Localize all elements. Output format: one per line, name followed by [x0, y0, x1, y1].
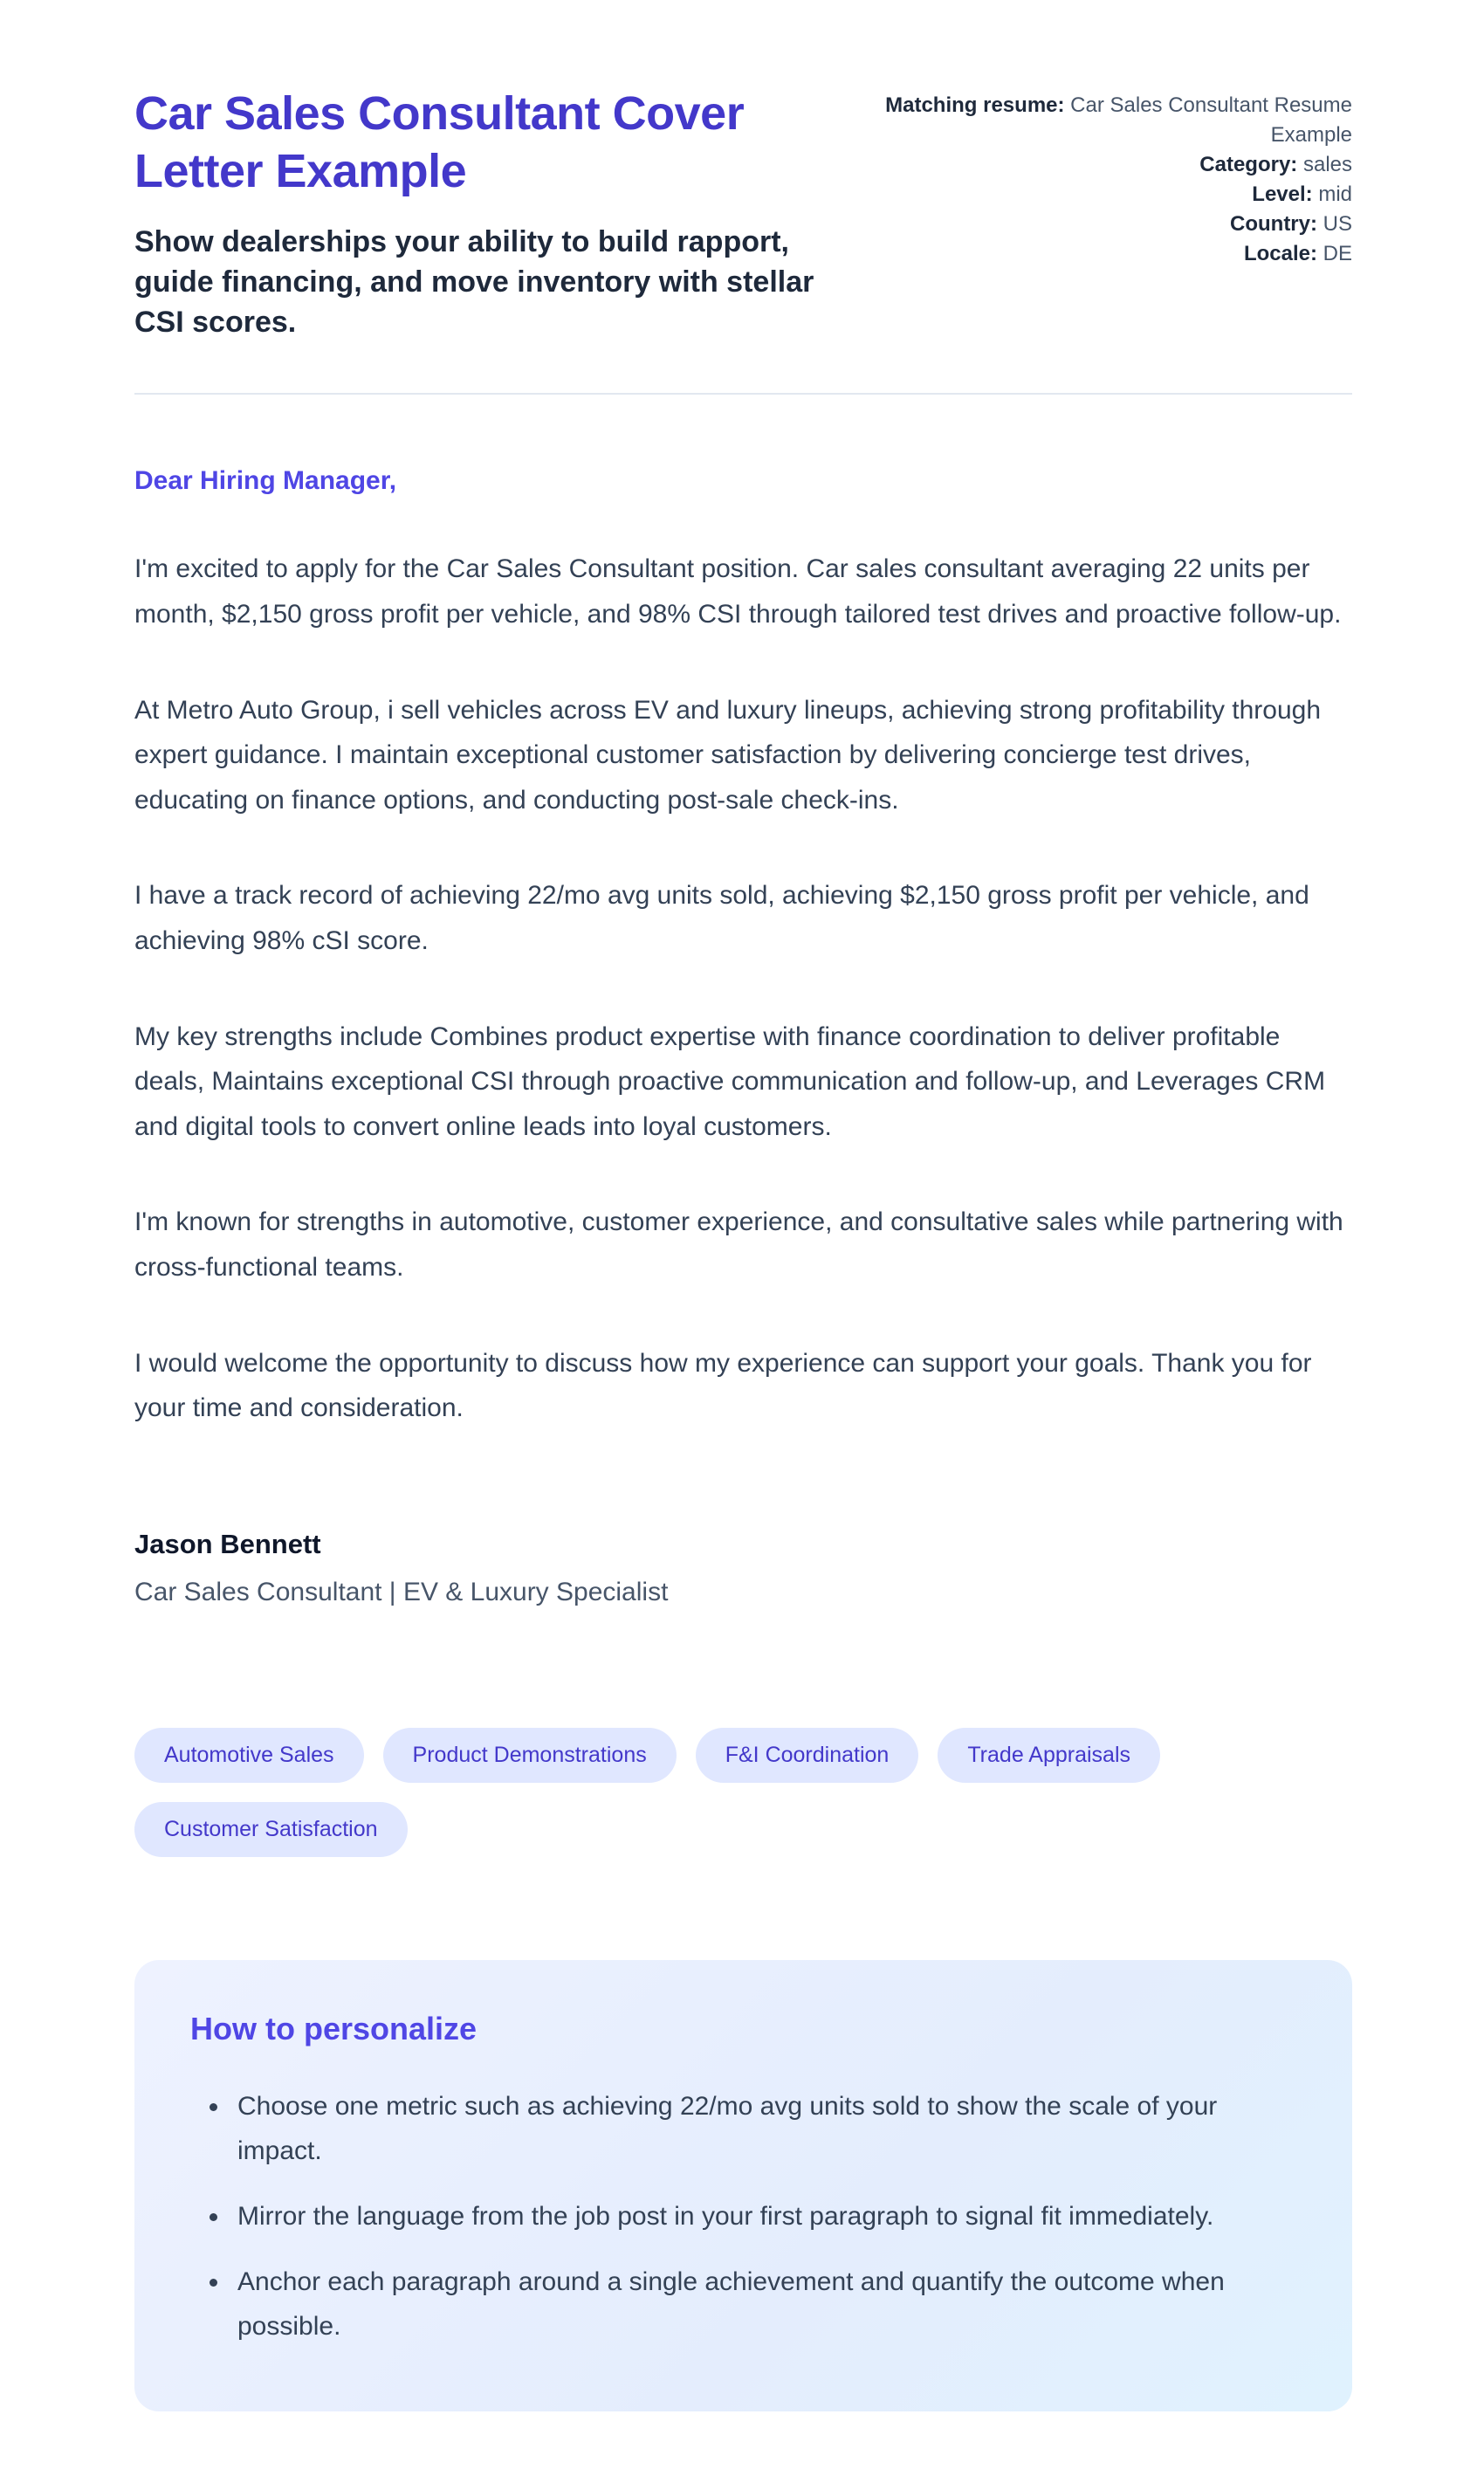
letter-paragraph: I have a track record of achieving 22/mo avg units sold, achieving $2,150 gross profit per vehicle, and achieving 98% cSI score. — [134, 881, 1309, 956]
meta-label: Category: — [1199, 153, 1298, 177]
meta-value: US — [1323, 212, 1352, 237]
skill-tag-fi-coordination: F&I Coordination — [696, 1728, 919, 1783]
letter-paragraph: At Metro Auto Group, i sell vehicles across EV and luxury lineups, achieving strong profitability through expert guidance. I maintain exceptional customer satisfaction by delivering concierge test drives, educating on finance options, and conducting post-sale check-ins. — [134, 695, 1322, 815]
skill-tag-trade-appraisals: Trade Appraisals — [938, 1728, 1160, 1783]
meta-row-level — [876, 180, 1352, 210]
skill-tag-customer-satisfaction: Customer Satisfaction — [134, 1802, 408, 1857]
header-title-block — [134, 86, 824, 342]
letter-salutation: Dear Hiring Manager, — [134, 466, 397, 496]
letter-paragraph: I'm known for strengths in automotive, customer experience, and consultative sales while partnering with cross-functional teams. — [134, 1207, 1343, 1282]
meta-value: Car Sales Consultant Resume Example — [1070, 93, 1352, 148]
skill-tag-automotive-sales: Automotive Sales — [134, 1728, 364, 1783]
meta-block — [876, 86, 1352, 342]
meta-row-category — [876, 150, 1352, 180]
letter-paragraph: My key strengths include Combines product expertise with finance coordination to deliver profitable deals, Maintains exceptional CSI through proactive communication and follow-up, and Leverages CRM and digital tools to convert online leads into loyal customers. — [134, 1021, 1326, 1141]
skill-tags — [134, 1728, 1352, 1857]
page-subtitle: Show dealerships your ability to build rapport, guide financing, and move inventory with stellar CSI scores. — [134, 224, 814, 340]
skill-tag-product-demonstrations: Product Demonstrations — [383, 1728, 677, 1783]
signature-name: Jason Bennett — [134, 1528, 321, 1559]
letter-body — [134, 466, 1352, 2411]
meta-value: DE — [1323, 242, 1352, 266]
meta-value: sales — [1302, 153, 1352, 177]
meta-label: Country: — [1230, 212, 1317, 237]
personalize-tips-list — [171, 2084, 1296, 2349]
letter-paragraphs — [134, 547, 1352, 1430]
page-title: Car Sales Consultant Cover Letter Example — [134, 87, 745, 197]
personalize-tip: • Mirror the language from the job post in your first paragraph to signal fit immediately. — [230, 2194, 1296, 2239]
page-header — [134, 86, 1352, 395]
meta-row-matching-resume — [876, 91, 1352, 150]
personalize-tip: • Anchor each paragraph around a single achievement and quantify the outcome when possible. — [230, 2260, 1296, 2349]
meta-row-country — [876, 210, 1352, 239]
meta-label: Matching resume: — [885, 93, 1065, 117]
meta-value: mid — [1318, 182, 1352, 207]
letter-paragraph: I'm excited to apply for the Car Sales Consultant position. Car sales consultant averaging 22 units per month, $2,150 gross profit per vehicle, and 98% CSI through tailored test drives and proactive follow-up. — [134, 554, 1342, 629]
letter-paragraph: I would welcome the opportunity to discuss how my experience can support your goals. Thank you for your time and consideration. — [134, 1348, 1312, 1423]
personalize-tip: • Choose one metric such as achieving 22/mo avg units sold to show the scale of your impact. — [230, 2084, 1296, 2173]
meta-row-locale — [876, 239, 1352, 269]
meta-label: Locale: — [1243, 242, 1317, 266]
meta-label: Level: — [1252, 182, 1313, 207]
signature-block — [134, 1529, 1352, 1607]
personalize-card — [134, 1960, 1352, 2411]
signature-role: Car Sales Consultant | EV & Luxury Specialist — [134, 1577, 669, 1606]
personalize-title: How to personalize — [190, 2010, 477, 2046]
